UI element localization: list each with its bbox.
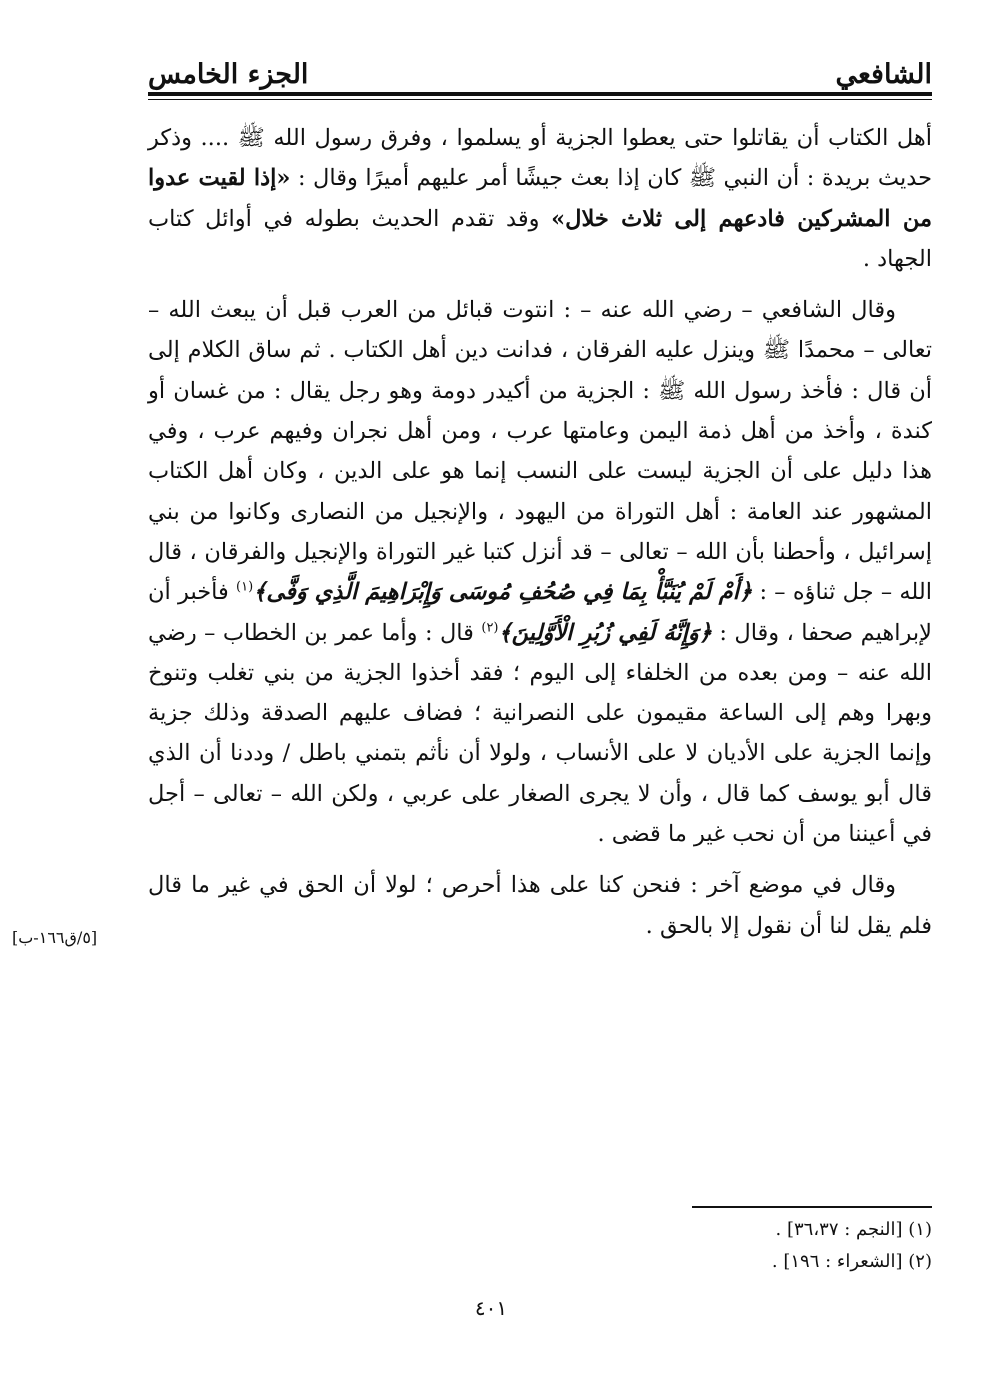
paragraph-1 [148, 118, 932, 279]
paragraph-1-text-c: وقد تقدم الحديث بطوله في أوائل كتاب الجهاد . [148, 205, 932, 272]
manuscript-margin-note: [٥/ق١٦٦-ب] [12, 928, 98, 947]
paragraph-2 [148, 290, 932, 854]
quran-verse-2: ﴿وَإِنَّهُ لَفِي زُبُرِ الْأَوَّلِينَ﴾ [498, 619, 712, 646]
footnote-1: (١) [النجم : ٣٦،٣٧] . [775, 1219, 932, 1240]
footnote-ref-1: (١) [236, 579, 254, 595]
footnote-ref-2: (٢) [481, 620, 499, 636]
header-rule-thick [148, 92, 932, 96]
footnote-2: (٢) [الشعراء : ١٩٦] . [771, 1251, 932, 1272]
hadith-quote: «إذا لقيت عدوا من المشركين فادعهم إلى ثلاث خلال» [148, 165, 932, 232]
header-volume: الجزء الخامس [148, 59, 309, 90]
main-text [148, 118, 932, 946]
header-rule-thin [148, 99, 932, 100]
header-book-title: الشافعي [835, 59, 932, 90]
footnote-separator [692, 1206, 932, 1208]
running-header [148, 44, 932, 90]
footnotes [560, 1214, 932, 1278]
paragraph-2-text-a: وقال الشافعي – رضي الله عنه – : انتوت قبائل من العرب قبل أن يبعث الله – تعالى – محمدًا ﷺ وينزل عليه الفرقان ، فدانت دين أهل الكتاب . ثم ساق الكلام إلى أن قال : فأخذ رسول الله ﷺ : الجزية من أكيدر دومة وهو رجل يقال : من غسان أو كندة ، وأخذ من أهل ذمة اليمن وعامتها عرب ، ومن أهل نجران وفيهم عرب ، وفي هذا دليل على أن الجزية ليست على النسب إنما هو على الدين ، وكان أهل الكتاب المشهور عند العامة : أهل التوراة من اليهود ، والإنجيل من النصارى وكانوا من بني إسرائيل ، وأحطنا بأن الله – تعالى – قد أنزل كتبا غير التوراة والإنجيل والفرقان ، قال الله – جل ثناؤه – : [148, 297, 932, 606]
paragraph-2-text-b: فأخبر أن لإبراهيم صحفا ، وقال : [148, 579, 932, 646]
quran-verse-1: ﴿أَمْ لَمْ يُنَبَّأْ بِمَا فِي صُحُفِ مُوسَى وَإِبْرَاهِيمَ الَّذِي وَفَّى﴾ [253, 579, 753, 606]
paragraph-3-text: وقال في موضع آخر : فنحن كنا على هذا أحرص ؛ لولا أن الحق في غير ما قال فلم يقل لنا أن نقول إلا بالحق . [148, 872, 932, 939]
paragraph-3 [148, 865, 932, 946]
page-number: ٤٠١ [474, 1296, 508, 1320]
paragraph-2-text-c: قال : وأما عمر بن الخطاب – رضي الله عنه – ومن بعده من الخلفاء إلى اليوم ؛ فقد أخذوا الجزية من بني تغلب وتنوخ وبهرا وهم إلى الساعة مقيمون على النصرانية ؛ فضاف عليهم الصدقة وذلك جزية وإنما الجزية على الأديان لا على الأنساب ، ولولا أن نأثم بتمني باطل / وددنا أن الذي قال أبو يوسف كما قال ، وأن لا يجرى الصغار على عربي ، ولكن الله – تعالى – أجل في أعيننا من أن نحب غير ما قضى . [148, 619, 932, 848]
paragraph-1-text-a: أهل الكتاب أن يقاتلوا حتى يعطوا الجزية أو يسلموا ، وفرق رسول الله ﷺ .... وذكر حديث بريدة : أن النبي ﷺ كان إذا بعث جيشًا أمر عليهم أميرًا وقال : [148, 125, 932, 192]
